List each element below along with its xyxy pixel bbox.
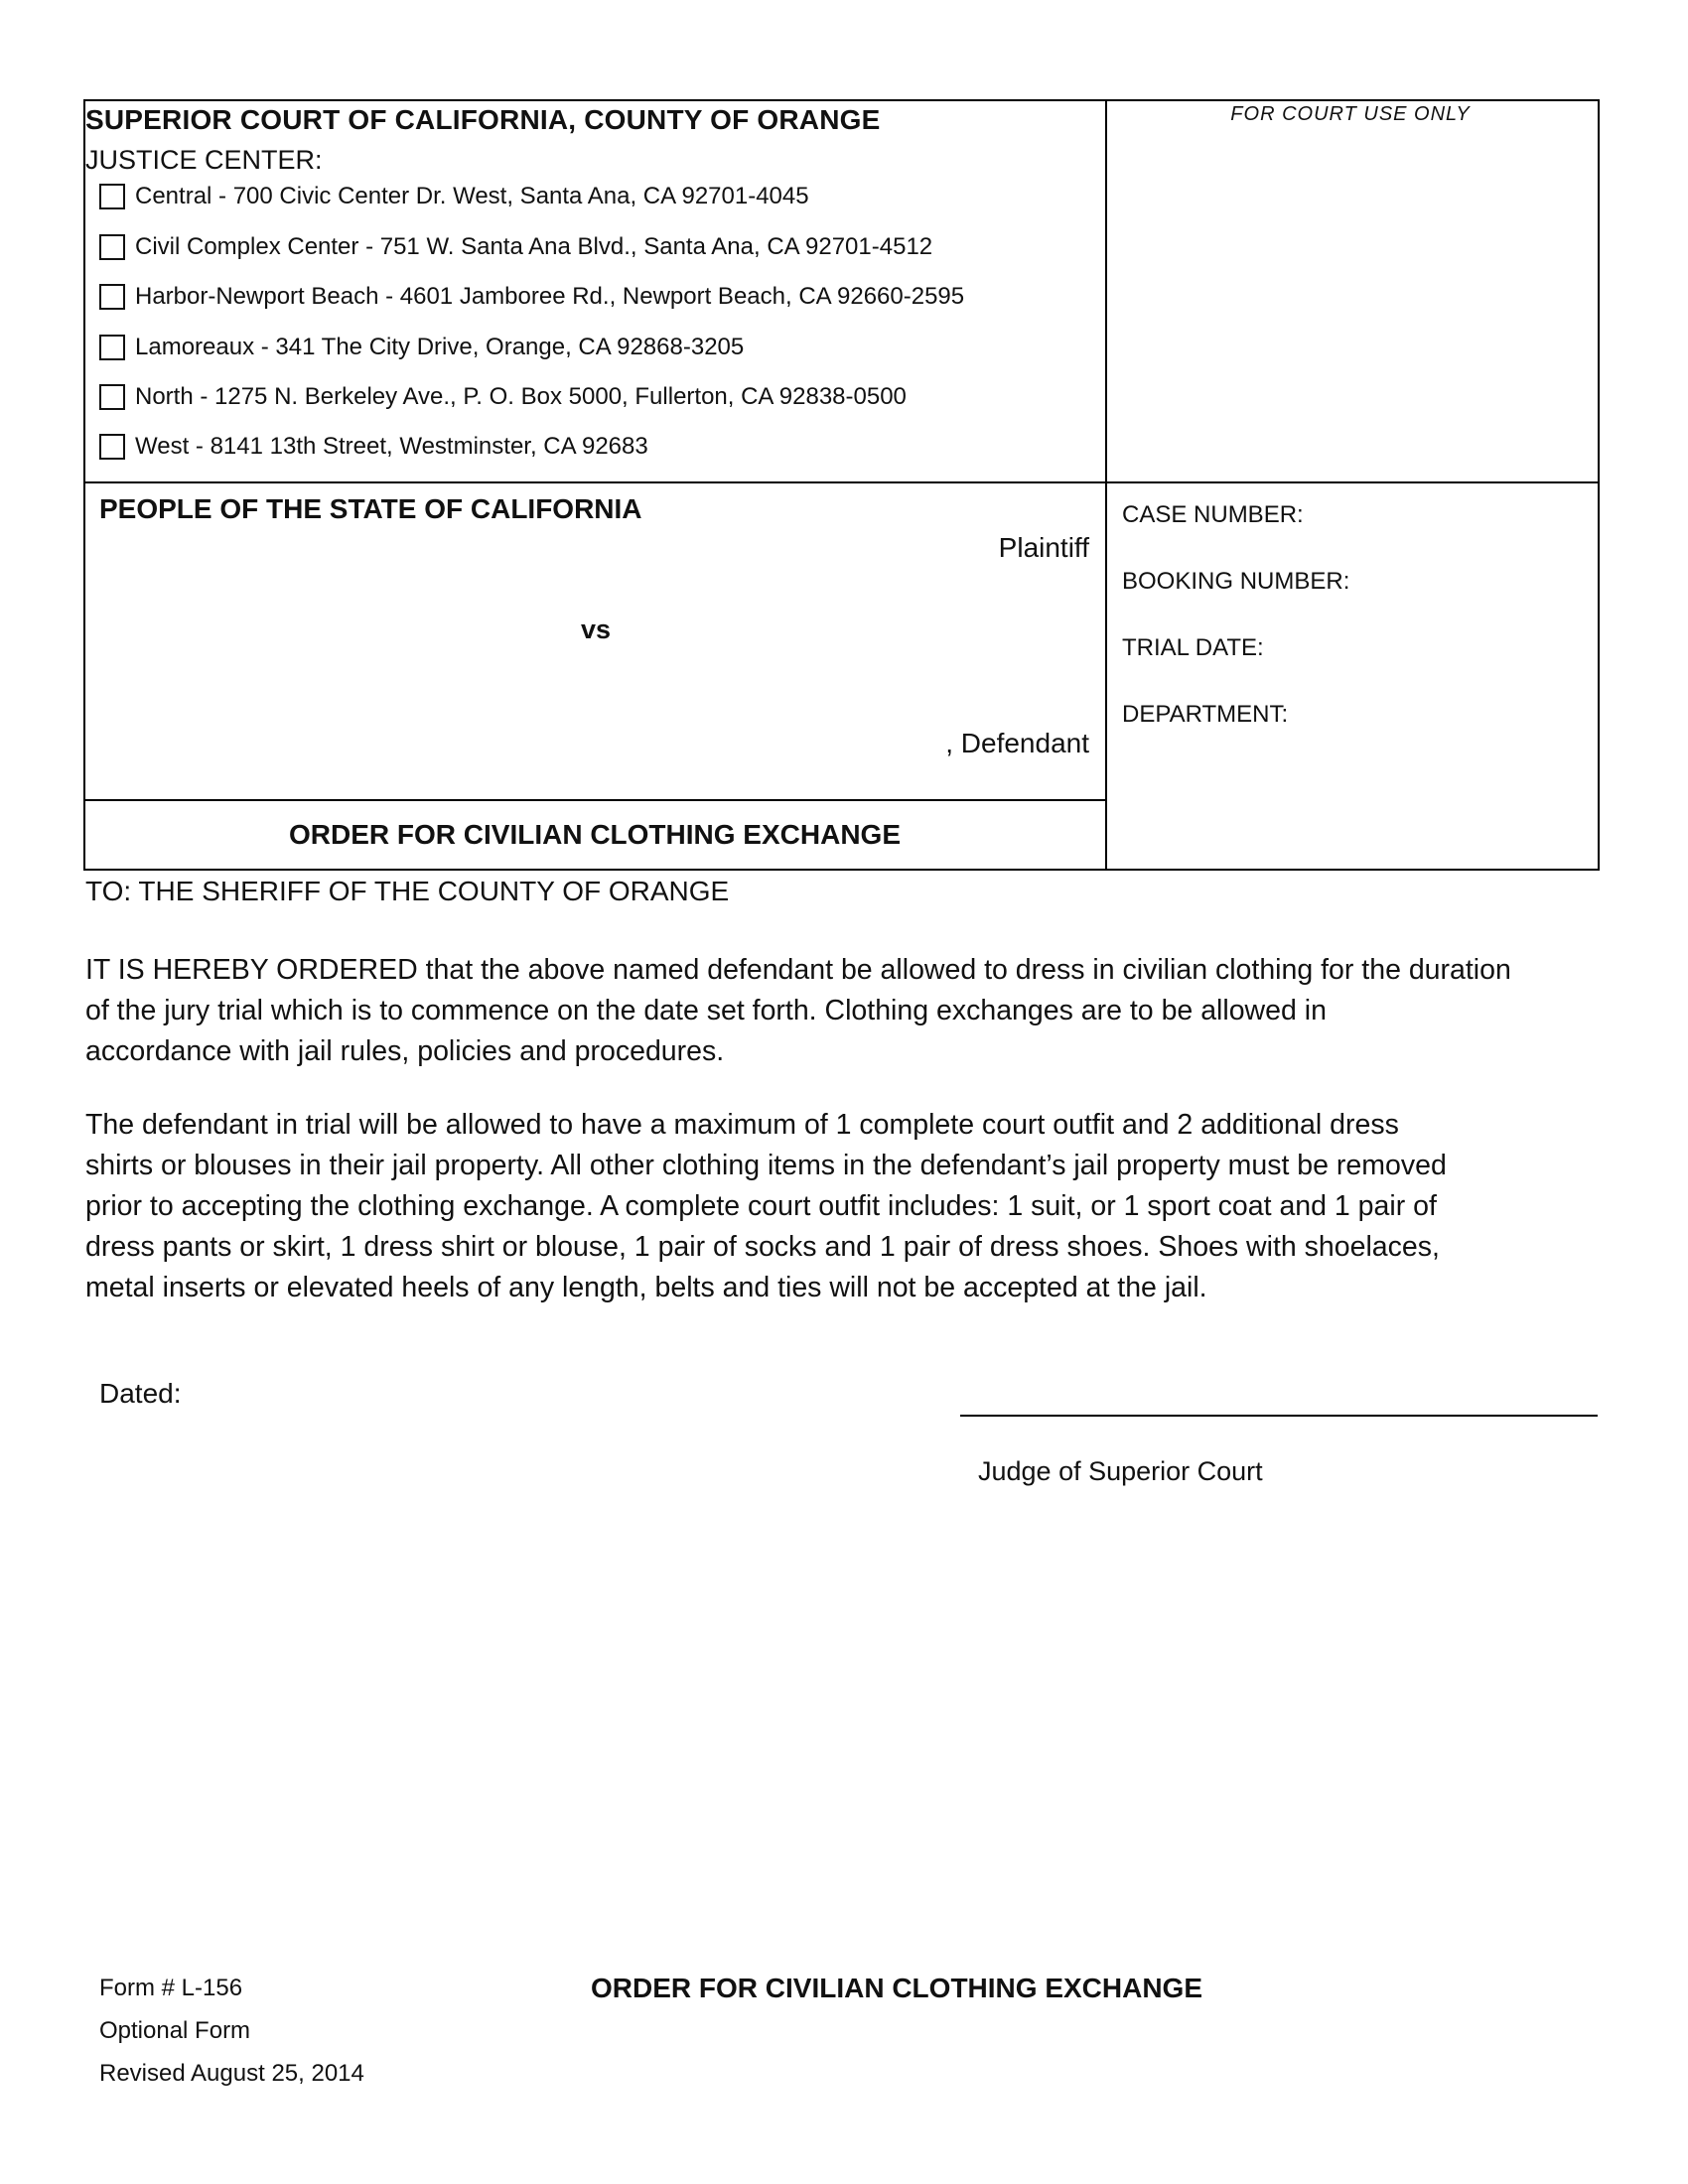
- location-checkbox[interactable]: [99, 335, 125, 360]
- plaintiff-label: Plaintiff: [998, 532, 1089, 563]
- trial-date-label: TRIAL DATE:: [1122, 634, 1264, 661]
- location-checkbox[interactable]: [99, 384, 125, 410]
- department-label: DEPARTMENT:: [1122, 701, 1289, 728]
- location-option-civil-complex[interactable]: [99, 230, 932, 264]
- location-label: West - 8141 13th Street, Westminster, CA 92683: [135, 433, 648, 460]
- case-number-label: CASE NUMBER:: [1122, 501, 1304, 528]
- location-option-west[interactable]: [99, 430, 648, 464]
- plaintiff-name: PEOPLE OF THE STATE OF CALIFORNIA: [99, 493, 642, 524]
- location-label: Harbor-Newport Beach - 4601 Jamboree Rd., Newport Beach, CA 92660-2595: [135, 283, 965, 310]
- row-divider-caption: [83, 481, 1600, 483]
- court-use-only-label: FOR COURT USE ONLY: [1230, 103, 1471, 125]
- paragraph-line: shirts or blouses in their jail property. All other clothing items in the defendant’s jail property must be removed: [85, 1150, 1447, 1181]
- addressee-line: TO: THE SHERIFF OF THE COUNTY OF ORANGE: [85, 876, 730, 906]
- optional-form-label: Optional Form: [99, 2017, 251, 2044]
- order-paragraph-2: [85, 1105, 1605, 1308]
- location-checkbox[interactable]: [99, 284, 125, 310]
- judge-signature-line[interactable]: [960, 1415, 1598, 1417]
- paragraph-line: metal inserts or elevated heels of any length, belts and ties will not be accepted at the jail.: [85, 1272, 1207, 1303]
- location-label: North - 1275 N. Berkeley Ave., P. O. Box 5000, Fullerton, CA 92838-0500: [135, 383, 907, 410]
- paragraph-line: dress pants or skirt, 1 dress shirt or blouse, 1 pair of socks and 1 pair of dress shoes. Shoes with shoelaces,: [85, 1231, 1440, 1263]
- location-option-harbor-newport[interactable]: [99, 280, 964, 314]
- paragraph-line: prior to accepting the clothing exchange. A complete court outfit includes: 1 suit, or 1 sport coat and 1 pair of: [85, 1190, 1437, 1222]
- location-checkbox[interactable]: [99, 234, 125, 260]
- paragraph-line: The defendant in trial will be allowed to have a maximum of 1 complete court outfit and 2 additional dress: [85, 1109, 1399, 1141]
- location-label: Central - 700 Civic Center Dr. West, Santa Ana, CA 92701-4045: [135, 183, 809, 209]
- defendant-label: , Defendant: [945, 728, 1089, 758]
- location-label: Civil Complex Center - 751 W. Santa Ana Blvd., Santa Ana, CA 92701-4512: [135, 233, 933, 260]
- judge-label: Judge of Superior Court: [978, 1456, 1263, 1486]
- justice-center-label: JUSTICE CENTER:: [85, 145, 323, 175]
- row-divider-title: [83, 799, 1106, 801]
- paragraph-line: of the jury trial which is to commence on the date set forth. Clothing exchanges are to be allowed in: [85, 995, 1327, 1026]
- location-option-north[interactable]: [99, 380, 907, 414]
- booking-number-label: BOOKING NUMBER:: [1122, 568, 1350, 595]
- paragraph-line: accordance with jail rules, policies and procedures.: [85, 1035, 725, 1067]
- revised-date: Revised August 25, 2014: [99, 2060, 364, 2087]
- order-paragraph-1: [85, 950, 1605, 1072]
- order-title: ORDER FOR CIVILIAN CLOTHING EXCHANGE: [288, 819, 901, 850]
- location-option-central[interactable]: [99, 180, 809, 213]
- footer-title: ORDER FOR CIVILIAN CLOTHING EXCHANGE: [591, 1973, 1203, 2003]
- location-checkbox[interactable]: [99, 434, 125, 460]
- column-divider: [1105, 99, 1107, 871]
- location-option-lamoreaux[interactable]: [99, 331, 744, 364]
- versus-label: vs: [580, 614, 612, 644]
- location-checkbox[interactable]: [99, 184, 125, 209]
- paragraph-line: IT IS HEREBY ORDERED that the above named defendant be allowed to dress in civilian clothing for the duration: [85, 954, 1511, 986]
- form-number: Form # L-156: [99, 1975, 243, 2001]
- dated-label: Dated:: [99, 1378, 182, 1409]
- location-label: Lamoreaux - 341 The City Drive, Orange, CA 92868-3205: [135, 334, 745, 360]
- court-name: SUPERIOR COURT OF CALIFORNIA, COUNTY OF ORANGE: [85, 104, 881, 135]
